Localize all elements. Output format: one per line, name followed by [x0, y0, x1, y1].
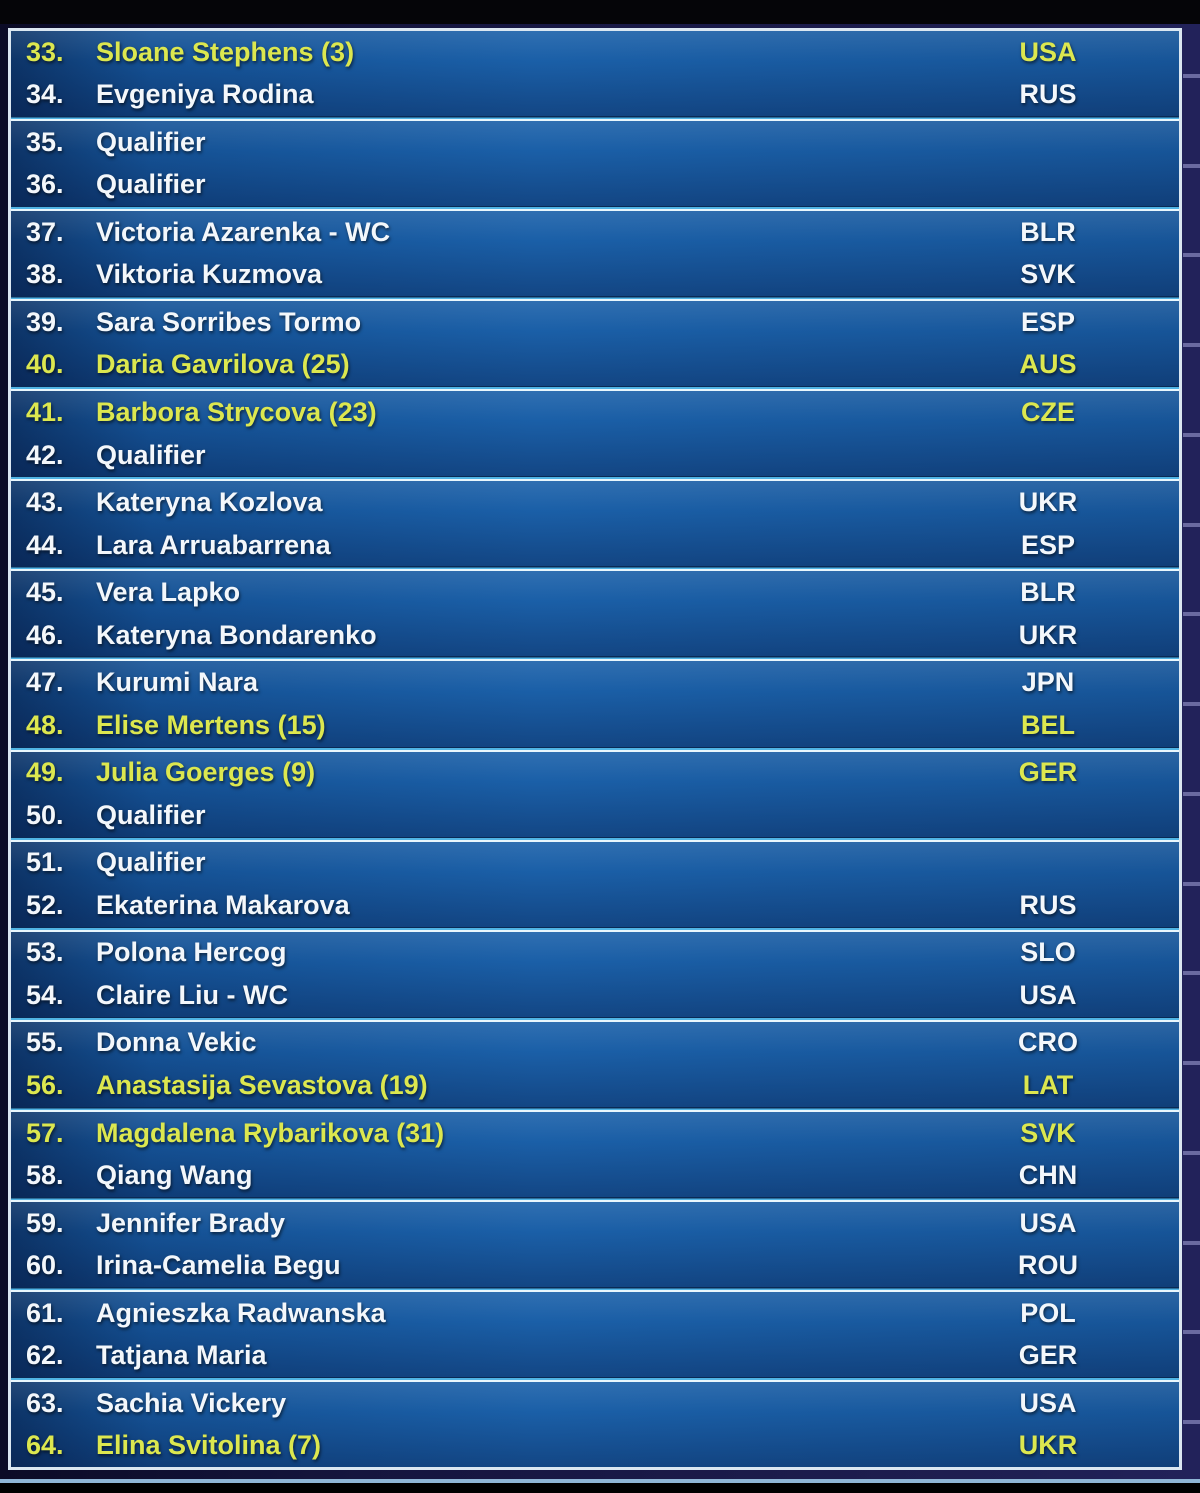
draw-row [11, 121, 1179, 164]
match-pair [11, 1112, 1179, 1197]
entry-number: 42. [26, 439, 64, 470]
entry-number: 34. [26, 79, 64, 110]
entry-number: 63. [26, 1387, 64, 1418]
entry-number: 46. [26, 619, 64, 650]
player-name: Qualifier [96, 799, 206, 830]
entry-number: 36. [26, 169, 64, 200]
bracket-connector-stub [1183, 702, 1200, 706]
match-pair [11, 752, 1179, 837]
entry-number: 40. [26, 349, 64, 380]
draw-row [11, 434, 1179, 477]
draw-row [11, 614, 1179, 657]
entry-number: 51. [26, 847, 64, 878]
country-code: USA [1019, 979, 1077, 1010]
country-code: UKR [1018, 487, 1078, 518]
player-name: Tatjana Maria [96, 1340, 267, 1371]
match-pair [11, 391, 1179, 476]
draw-row [11, 481, 1179, 524]
match-pair [11, 31, 1179, 116]
country-code: RUS [1019, 889, 1077, 920]
entry-number: 45. [26, 577, 64, 608]
entry-number: 48. [26, 709, 64, 740]
match-pair [11, 661, 1179, 746]
draw-row [11, 974, 1179, 1017]
player-name: Qualifier [96, 439, 206, 470]
player-name: Jennifer Brady [96, 1207, 286, 1238]
entry-number: 41. [26, 397, 64, 428]
draw-row [11, 1244, 1179, 1287]
bracket-connector-stub [1183, 164, 1200, 168]
country-code: USA [1019, 1207, 1077, 1238]
match-pair [11, 1202, 1179, 1287]
player-name: Elina Svitolina (7) [96, 1430, 322, 1461]
entry-number: 38. [26, 259, 64, 290]
entry-number: 64. [26, 1430, 64, 1461]
draw-row [11, 1202, 1179, 1245]
draw-row [11, 1334, 1179, 1377]
player-name: Claire Liu - WC [96, 979, 289, 1010]
draw-row [11, 344, 1179, 387]
match-pair [11, 842, 1179, 927]
player-name: Sloane Stephens (3) [96, 36, 355, 67]
country-code: SVK [1020, 259, 1076, 290]
match-pair [11, 571, 1179, 656]
entry-number: 55. [26, 1027, 64, 1058]
country-code: JPN [1021, 667, 1075, 698]
entry-number: 62. [26, 1340, 64, 1371]
player-name: Sachia Vickery [96, 1387, 287, 1418]
player-name: Lara Arruabarrena [96, 529, 331, 560]
entry-number: 43. [26, 487, 64, 518]
draw-row [11, 1112, 1179, 1155]
bracket-connector-stub [1183, 792, 1200, 796]
bracket-stub-strip [1183, 31, 1200, 1467]
country-code: UKR [1018, 619, 1078, 650]
bracket-connector-stub [1183, 612, 1200, 616]
bracket-connector-stub [1183, 1420, 1200, 1424]
draw-row [11, 884, 1179, 927]
country-code: SLO [1020, 937, 1076, 968]
entry-number: 39. [26, 306, 64, 337]
country-code: BEL [1021, 709, 1075, 740]
bottom-letterbox-bar [0, 1483, 1200, 1493]
bracket-connector-stub [1183, 971, 1200, 975]
player-name: Viktoria Kuzmova [96, 259, 323, 290]
match-pair [11, 301, 1179, 386]
player-name: Kateryna Kozlova [96, 487, 323, 518]
draw-row [11, 1154, 1179, 1197]
draw-row [11, 571, 1179, 614]
player-name: Kurumi Nara [96, 667, 259, 698]
player-name: Qualifier [96, 169, 206, 200]
country-code: GER [1018, 1340, 1078, 1371]
player-name: Qiang Wang [96, 1160, 253, 1191]
draw-row [11, 1424, 1179, 1467]
bracket-connector-stub [1183, 74, 1200, 78]
player-name: Polona Hercog [96, 937, 287, 968]
match-pair [11, 121, 1179, 206]
country-code: ROU [1018, 1250, 1078, 1281]
player-name: Qualifier [96, 847, 206, 878]
entry-number: 56. [26, 1069, 64, 1100]
entry-number: 52. [26, 889, 64, 920]
country-code: BLR [1020, 216, 1076, 247]
draw-row [11, 254, 1179, 297]
player-name: Julia Goerges (9) [96, 757, 316, 788]
draw-row [11, 301, 1179, 344]
country-code: BLR [1020, 577, 1076, 608]
match-pair [11, 1292, 1179, 1377]
bracket-connector-stub [1183, 1061, 1200, 1065]
draw-table [8, 28, 1182, 1470]
country-code: UKR [1018, 1430, 1078, 1461]
player-name: Victoria Azarenka - WC [96, 216, 391, 247]
bracket-connector-stub [1183, 1241, 1200, 1245]
player-name: Irina-Camelia Begu [96, 1250, 341, 1281]
entry-number: 53. [26, 937, 64, 968]
match-pair [11, 481, 1179, 566]
country-code: USA [1019, 36, 1077, 67]
entry-number: 54. [26, 979, 64, 1010]
player-name: Donna Vekic [96, 1027, 257, 1058]
top-letterbox-bar [0, 0, 1200, 24]
player-name: Kateryna Bondarenko [96, 619, 377, 650]
draw-row [11, 391, 1179, 434]
draw-row [11, 752, 1179, 795]
country-code: CRO [1018, 1027, 1078, 1058]
bracket-connector-stub [1183, 253, 1200, 257]
player-name: Barbora Strycova (23) [96, 397, 377, 428]
bracket-connector-stub [1183, 1330, 1200, 1334]
draw-row [11, 1022, 1179, 1065]
country-code: CHN [1018, 1160, 1078, 1191]
bracket-connector-stub [1183, 882, 1200, 886]
draw-row [11, 932, 1179, 975]
player-name: Magdalena Rybarikova (31) [96, 1117, 445, 1148]
player-name: Daria Gavrilova (25) [96, 349, 350, 380]
match-pair [11, 1382, 1179, 1467]
entry-number: 58. [26, 1160, 64, 1191]
draw-row [11, 74, 1179, 117]
entry-number: 37. [26, 216, 64, 247]
draw-row [11, 842, 1179, 885]
draw-row [11, 1292, 1179, 1335]
entry-number: 57. [26, 1117, 64, 1148]
bracket-connector-stub [1183, 343, 1200, 347]
entry-number: 35. [26, 126, 64, 157]
entry-number: 60. [26, 1250, 64, 1281]
match-pair [11, 1022, 1179, 1107]
entry-number: 44. [26, 529, 64, 560]
country-code: LAT [1022, 1069, 1074, 1100]
country-code: POL [1020, 1297, 1076, 1328]
match-pair [11, 932, 1179, 1017]
player-name: Evgeniya Rodina [96, 79, 314, 110]
player-name: Ekaterina Makarova [96, 889, 350, 920]
draw-row [11, 31, 1179, 74]
entry-number: 49. [26, 757, 64, 788]
bracket-connector-stub [1183, 1151, 1200, 1155]
country-code: CZE [1021, 397, 1075, 428]
entry-number: 33. [26, 36, 64, 67]
player-name: Agnieszka Radwanska [96, 1297, 386, 1328]
draw-row [11, 704, 1179, 747]
country-code: ESP [1020, 529, 1076, 560]
player-name: Vera Lapko [96, 577, 241, 608]
country-code: USA [1019, 1387, 1077, 1418]
draw-row [11, 524, 1179, 567]
country-code: SVK [1020, 1117, 1076, 1148]
player-name: Anastasija Sevastova (19) [96, 1069, 428, 1100]
draw-row [11, 794, 1179, 837]
draw-row [11, 1382, 1179, 1425]
entry-number: 50. [26, 799, 64, 830]
player-name: Qualifier [96, 126, 206, 157]
draw-row [11, 164, 1179, 207]
draw-row [11, 661, 1179, 704]
draw-row [11, 1064, 1179, 1107]
country-code: AUS [1019, 349, 1077, 380]
country-code: ESP [1020, 306, 1076, 337]
draw-row [11, 211, 1179, 254]
bracket-connector-stub [1183, 433, 1200, 437]
match-pair [11, 211, 1179, 296]
entry-number: 61. [26, 1297, 64, 1328]
bracket-connector-stub [1183, 523, 1200, 527]
entry-number: 47. [26, 667, 64, 698]
player-name: Sara Sorribes Tormo [96, 306, 362, 337]
player-name: Elise Mertens (15) [96, 709, 326, 740]
country-code: GER [1018, 757, 1078, 788]
country-code: RUS [1019, 79, 1077, 110]
entry-number: 59. [26, 1207, 64, 1238]
